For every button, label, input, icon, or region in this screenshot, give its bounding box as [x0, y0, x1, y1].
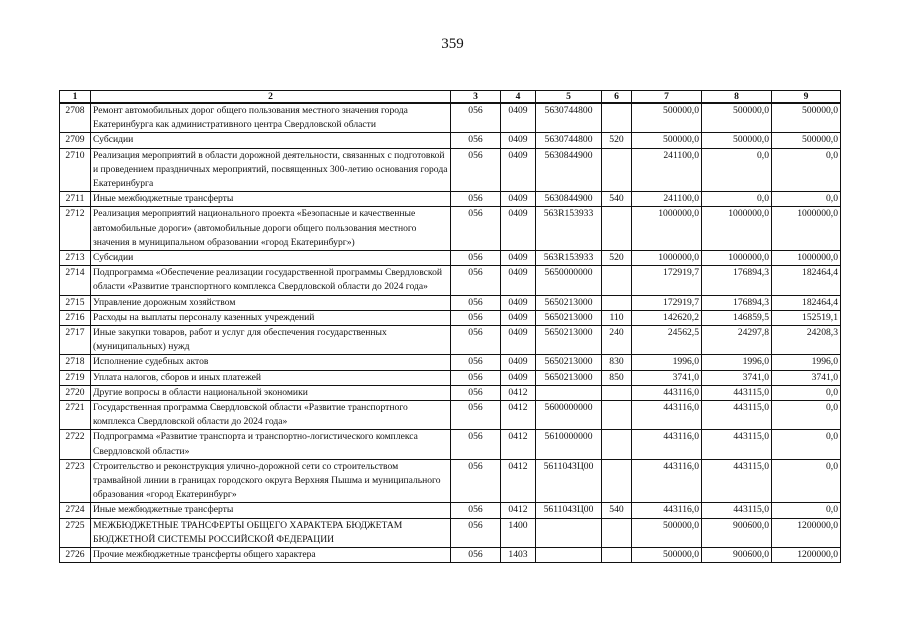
row-target-code: 5650213000	[536, 355, 602, 370]
row-section-code: 0412	[501, 503, 536, 518]
row-section-code: 0412	[501, 401, 536, 430]
row-admin-code: 056	[451, 548, 501, 563]
row-section-code: 0409	[501, 251, 536, 266]
row-value-2023: 0,0	[702, 148, 772, 192]
row-target-code: 5650213000	[536, 370, 602, 385]
row-name: Управление дорожным хозяйством	[91, 295, 451, 310]
row-name: Государственная программа Свердловской области «Развитие транспортного комплекса Свердловской области до 2024 года»	[91, 401, 451, 430]
row-value-2023: 176894,3	[702, 295, 772, 310]
header-cell: 7	[632, 91, 702, 104]
row-value-2022: 500000,0	[632, 103, 702, 133]
row-admin-code: 056	[451, 401, 501, 430]
row-value-2022: 142620,2	[632, 310, 702, 325]
row-admin-code: 056	[451, 133, 501, 148]
table-row	[60, 503, 841, 518]
row-number: 2722	[60, 430, 91, 459]
row-name: Подпрограмма «Обеспечение реализации государственной программы Свердловской области «Развитие транспортного комплекса Свердловской области до 2024 года»	[91, 266, 451, 295]
row-target-code: 5630744800	[536, 103, 602, 133]
row-value-2023: 500000,0	[702, 103, 772, 133]
row-admin-code: 056	[451, 503, 501, 518]
row-value-2022: 24562,5	[632, 326, 702, 355]
header-cell: 9	[772, 91, 841, 104]
row-value-2024: 500000,0	[772, 133, 841, 148]
row-name: Уплата налогов, сборов и иных платежей	[91, 370, 451, 385]
row-value-2023: 146859,5	[702, 310, 772, 325]
row-name: Расходы на выплаты персоналу казенных учреждений	[91, 310, 451, 325]
row-expense-type: 240	[602, 326, 632, 355]
row-section-code: 1403	[501, 548, 536, 563]
row-section-code: 0409	[501, 355, 536, 370]
row-target-code: 5650213000	[536, 310, 602, 325]
row-admin-code: 056	[451, 266, 501, 295]
row-target-code	[536, 385, 602, 400]
row-value-2024: 0,0	[772, 459, 841, 503]
row-value-2022: 443116,0	[632, 385, 702, 400]
row-admin-code: 056	[451, 326, 501, 355]
row-section-code: 0409	[501, 103, 536, 133]
row-name: Подпрограмма «Развитие транспорта и транспортно-логистического комплекса Свердловской области»	[91, 430, 451, 459]
row-value-2022: 1996,0	[632, 355, 702, 370]
table-row	[60, 430, 841, 459]
row-name: Иные межбюджетные трансферты	[91, 192, 451, 207]
row-expense-type	[602, 548, 632, 563]
table-row	[60, 548, 841, 563]
row-value-2022: 3741,0	[632, 370, 702, 385]
row-name: Иные межбюджетные трансферты	[91, 503, 451, 518]
row-name: Реализация мероприятий национального проекта «Безопасные и качественные автомобильные дороги» (автомобильные дороги общего пользования местного значения в муниципальном образовании «город Екатеринбург»)	[91, 207, 451, 251]
row-value-2022: 500000,0	[632, 518, 702, 547]
row-expense-type: 540	[602, 192, 632, 207]
row-expense-type	[602, 430, 632, 459]
header-cell: 2	[91, 91, 451, 104]
row-number: 2714	[60, 266, 91, 295]
row-number: 2724	[60, 503, 91, 518]
row-section-code: 0409	[501, 192, 536, 207]
row-value-2024: 1000000,0	[772, 207, 841, 251]
row-value-2023: 0,0	[702, 192, 772, 207]
row-value-2022: 241100,0	[632, 192, 702, 207]
row-value-2022: 443116,0	[632, 459, 702, 503]
row-admin-code: 056	[451, 251, 501, 266]
row-number: 2726	[60, 548, 91, 563]
header-cell: 1	[60, 91, 91, 104]
table-row	[60, 385, 841, 400]
row-value-2024: 1200000,0	[772, 548, 841, 563]
row-value-2024: 3741,0	[772, 370, 841, 385]
row-value-2024: 1996,0	[772, 355, 841, 370]
row-number: 2720	[60, 385, 91, 400]
row-number: 2715	[60, 295, 91, 310]
row-target-code: 5650213000	[536, 326, 602, 355]
table-row	[60, 326, 841, 355]
row-target-code: 563R153933	[536, 207, 602, 251]
row-name: Другие вопросы в области национальной экономики	[91, 385, 451, 400]
row-admin-code: 056	[451, 459, 501, 503]
row-number: 2717	[60, 326, 91, 355]
row-expense-type	[602, 385, 632, 400]
row-value-2022: 1000000,0	[632, 207, 702, 251]
row-number: 2723	[60, 459, 91, 503]
table-row	[60, 459, 841, 503]
row-value-2022: 1000000,0	[632, 251, 702, 266]
row-value-2023: 1000000,0	[702, 251, 772, 266]
table-row	[60, 401, 841, 430]
row-expense-type: 520	[602, 251, 632, 266]
row-number: 2719	[60, 370, 91, 385]
row-value-2023: 24297,8	[702, 326, 772, 355]
row-section-code: 0409	[501, 266, 536, 295]
table-row	[60, 103, 841, 133]
table-row	[60, 370, 841, 385]
header-cell: 4	[501, 91, 536, 104]
table-row	[60, 266, 841, 295]
header-cell: 3	[451, 91, 501, 104]
row-value-2024: 0,0	[772, 401, 841, 430]
row-section-code: 0409	[501, 326, 536, 355]
row-name: Субсидии	[91, 251, 451, 266]
row-value-2022: 443116,0	[632, 503, 702, 518]
row-value-2024: 1200000,0	[772, 518, 841, 547]
row-value-2024: 1000000,0	[772, 251, 841, 266]
header-cell: 5	[536, 91, 602, 104]
budget-table	[59, 90, 841, 563]
row-name: Субсидии	[91, 133, 451, 148]
row-expense-type: 850	[602, 370, 632, 385]
row-admin-code: 056	[451, 103, 501, 133]
row-admin-code: 056	[451, 207, 501, 251]
row-value-2023: 176894,3	[702, 266, 772, 295]
row-name: Иные закупки товаров, работ и услуг для обеспечения государственных (муниципальных) нужд	[91, 326, 451, 355]
row-section-code: 0409	[501, 370, 536, 385]
row-target-code: 5630744800	[536, 133, 602, 148]
row-name: Ремонт автомобильных дорог общего пользования местного значения города Екатеринбурга как административного центра Свердловской области	[91, 103, 451, 133]
table-row	[60, 355, 841, 370]
row-target-code: 5610000000	[536, 430, 602, 459]
row-value-2024: 152519,1	[772, 310, 841, 325]
row-number: 2718	[60, 355, 91, 370]
row-name: Строительство и реконструкция улично-дорожной сети со строительством трамвайной линии в границах городского округа Верхняя Пышма и муниципального образования «город Екатеринбург»	[91, 459, 451, 503]
row-expense-type	[602, 295, 632, 310]
row-value-2024: 0,0	[772, 430, 841, 459]
row-name: Прочие межбюджетные трансферты общего характера	[91, 548, 451, 563]
row-target-code	[536, 548, 602, 563]
row-section-code: 0412	[501, 385, 536, 400]
row-expense-type	[602, 518, 632, 547]
row-value-2023: 443115,0	[702, 430, 772, 459]
row-admin-code: 056	[451, 430, 501, 459]
row-expense-type	[602, 148, 632, 192]
table-row	[60, 148, 841, 192]
row-admin-code: 056	[451, 148, 501, 192]
row-target-code: 5650213000	[536, 295, 602, 310]
row-value-2024: 24208,3	[772, 326, 841, 355]
row-expense-type	[602, 266, 632, 295]
header-row	[60, 91, 841, 104]
row-target-code: 5630844900	[536, 192, 602, 207]
row-number: 2708	[60, 103, 91, 133]
row-section-code: 0409	[501, 310, 536, 325]
row-value-2023: 500000,0	[702, 133, 772, 148]
row-value-2023: 3741,0	[702, 370, 772, 385]
row-number: 2709	[60, 133, 91, 148]
page-number: 359	[441, 36, 464, 52]
row-expense-type	[602, 401, 632, 430]
header-cell: 8	[702, 91, 772, 104]
row-value-2023: 1000000,0	[702, 207, 772, 251]
row-target-code: 563R153933	[536, 251, 602, 266]
row-admin-code: 056	[451, 385, 501, 400]
row-expense-type	[602, 459, 632, 503]
row-value-2022: 241100,0	[632, 148, 702, 192]
row-value-2022: 172919,7	[632, 295, 702, 310]
row-admin-code: 056	[451, 355, 501, 370]
table-row	[60, 518, 841, 547]
row-number: 2716	[60, 310, 91, 325]
row-value-2024: 0,0	[772, 503, 841, 518]
table-body	[60, 103, 841, 563]
row-expense-type	[602, 207, 632, 251]
row-number: 2713	[60, 251, 91, 266]
table-row	[60, 133, 841, 148]
row-value-2023: 1996,0	[702, 355, 772, 370]
row-value-2024: 0,0	[772, 192, 841, 207]
row-number: 2710	[60, 148, 91, 192]
row-target-code: 5630844900	[536, 148, 602, 192]
row-target-code: 561104ЗЦ00	[536, 503, 602, 518]
row-target-code: 5650000000	[536, 266, 602, 295]
row-admin-code: 056	[451, 192, 501, 207]
row-expense-type: 830	[602, 355, 632, 370]
table-row	[60, 207, 841, 251]
row-expense-type: 110	[602, 310, 632, 325]
row-value-2022: 172919,7	[632, 266, 702, 295]
row-name: Исполнение судебных актов	[91, 355, 451, 370]
row-target-code: 561104ЗЦ00	[536, 459, 602, 503]
row-number: 2721	[60, 401, 91, 430]
row-value-2024: 0,0	[772, 385, 841, 400]
row-target-code: 5600000000	[536, 401, 602, 430]
row-section-code: 0409	[501, 207, 536, 251]
row-value-2023: 443115,0	[702, 401, 772, 430]
row-number: 2712	[60, 207, 91, 251]
header-cell: 6	[602, 91, 632, 104]
row-value-2023: 443115,0	[702, 385, 772, 400]
row-value-2022: 500000,0	[632, 548, 702, 563]
row-section-code: 1400	[501, 518, 536, 547]
row-section-code: 0409	[501, 148, 536, 192]
table-row	[60, 251, 841, 266]
row-value-2023: 900600,0	[702, 548, 772, 563]
row-section-code: 0412	[501, 459, 536, 503]
row-admin-code: 056	[451, 310, 501, 325]
row-number: 2725	[60, 518, 91, 547]
table-row	[60, 295, 841, 310]
row-section-code: 0412	[501, 430, 536, 459]
row-value-2023: 443115,0	[702, 459, 772, 503]
row-expense-type: 520	[602, 133, 632, 148]
row-admin-code: 056	[451, 518, 501, 547]
row-expense-type: 540	[602, 503, 632, 518]
row-number: 2711	[60, 192, 91, 207]
table-row	[60, 192, 841, 207]
row-target-code	[536, 518, 602, 547]
row-value-2022: 500000,0	[632, 133, 702, 148]
row-value-2024: 500000,0	[772, 103, 841, 133]
row-value-2023: 443115,0	[702, 503, 772, 518]
row-value-2024: 182464,4	[772, 266, 841, 295]
row-name: МЕЖБЮДЖЕТНЫЕ ТРАНСФЕРТЫ ОБЩЕГО ХАРАКТЕРА БЮДЖЕТАМ БЮДЖЕТНОЙ СИСТЕМЫ РОССИЙСКОЙ ФЕДЕРАЦИИ	[91, 518, 451, 547]
row-value-2022: 443116,0	[632, 401, 702, 430]
row-section-code: 0409	[501, 295, 536, 310]
row-value-2023: 900600,0	[702, 518, 772, 547]
row-section-code: 0409	[501, 133, 536, 148]
row-admin-code: 056	[451, 295, 501, 310]
table-row	[60, 310, 841, 325]
row-admin-code: 056	[451, 370, 501, 385]
row-expense-type	[602, 103, 632, 133]
row-value-2024: 182464,4	[772, 295, 841, 310]
row-value-2024: 0,0	[772, 148, 841, 192]
row-value-2022: 443116,0	[632, 430, 702, 459]
row-name: Реализация мероприятий в области дорожной деятельности, связанных с подготовкой и проведением праздничных мероприятий, посвященных 300-летию основания города Екатеринбурга	[91, 148, 451, 192]
